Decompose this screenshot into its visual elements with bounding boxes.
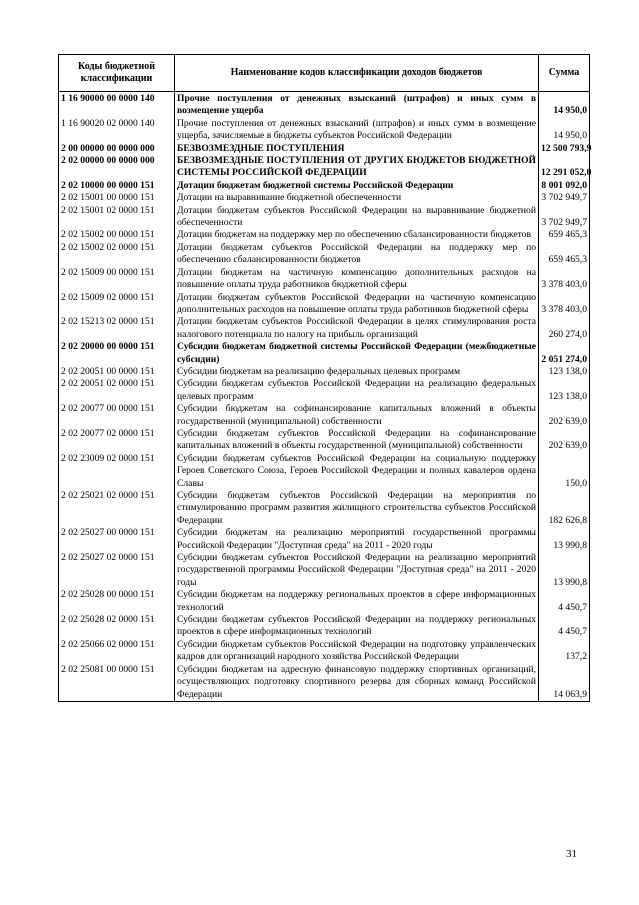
cell-code: 2 02 25021 02 0000 151: [59, 490, 175, 527]
cell-code: 2 02 23009 02 0000 151: [59, 453, 175, 490]
cell-sum: 3 702 949,7: [539, 192, 590, 204]
cell-code: 2 02 20051 00 0000 151: [59, 366, 175, 378]
table-row: [59, 403, 590, 428]
cell-name: Прочие поступления от денежных взысканий (штрафов) и иных сумм в возмещение ущерба, зачисляемые в бюджеты субъектов Российской Федерации: [175, 118, 539, 143]
table-row: [59, 453, 590, 490]
cell-name: Дотации бюджетам субъектов Российской Федерации на поддержку мер по обеспечению сбалансированности бюджетов: [175, 242, 539, 267]
table-row: [59, 589, 590, 614]
cell-sum: 4 450,7: [539, 589, 590, 614]
cell-name: Субсидии бюджетам субъектов Российской Федерации на социальную поддержку Героев Советского Союза, Героев Российской Федерации и полных кавалеров ордена Славы: [175, 453, 539, 490]
cell-name: Дотации на выравнивание бюджетной обеспеченности: [175, 192, 539, 204]
cell-sum: 202 639,0: [539, 403, 590, 428]
cell-name: Дотации бюджетам на поддержку мер по обеспечению сбалансированности бюджетов: [175, 229, 539, 241]
cell-sum: 202 639,0: [539, 428, 590, 453]
cell-name: Субсидии бюджетам на реализацию федеральных целевых программ: [175, 366, 539, 378]
cell-sum: 14 950,0: [539, 118, 590, 143]
cell-sum: 8 001 092,0: [539, 180, 590, 192]
table-body: [59, 92, 590, 702]
cell-sum: 12 291 052,0: [539, 155, 590, 180]
table-row: [59, 341, 590, 366]
cell-name: Прочие поступления от денежных взысканий (штрафов) и иных сумм в возмещение ущерба: [175, 92, 539, 118]
cell-sum: 12 500 793,9: [539, 143, 590, 155]
table-row: [59, 92, 590, 118]
table-row: [59, 267, 590, 292]
document-page: [58, 54, 592, 702]
cell-code: 2 02 15001 02 0000 151: [59, 205, 175, 230]
cell-sum: 4 450,7: [539, 614, 590, 639]
table-row: [59, 490, 590, 527]
cell-code: 2 02 15002 00 0000 151: [59, 229, 175, 241]
cell-name: Субсидии бюджетам субъектов Российской Федерации на софинансирование капитальных вложений в объекты государственной (муниципальной) собственности: [175, 428, 539, 453]
cell-name: Субсидии бюджетам субъектов Российской Федерации на мероприятия по стимулированию программ развития жилищного строительства субъектов Российской Федерации: [175, 490, 539, 527]
cell-code: 1 16 90000 00 0000 140: [59, 92, 175, 118]
cell-name: Субсидии бюджетам на софинансирование капитальных вложений в объекты государственной (муниципальной) собственности: [175, 403, 539, 428]
cell-code: 2 02 15009 00 0000 151: [59, 267, 175, 292]
cell-name: Субсидии бюджетам субъектов Российской Федерации на поддержку региональных проектов в сфере информационных технологий: [175, 614, 539, 639]
cell-code: 2 02 15002 02 0000 151: [59, 242, 175, 267]
table-row: [59, 378, 590, 403]
header-code: Коды бюджетной классификации: [59, 55, 175, 92]
cell-code: 2 02 00000 00 0000 000: [59, 155, 175, 180]
cell-name: Субсидии бюджетам субъектов Российской Федерации на подготовку управленческих кадров для организаций народного хозяйства Российской Федерации: [175, 639, 539, 664]
cell-sum: 3 378 403,0: [539, 267, 590, 292]
cell-sum: 150,0: [539, 453, 590, 490]
table-row: [59, 180, 590, 192]
page-number: 31: [566, 848, 577, 860]
table-row: [59, 552, 590, 589]
cell-sum: 123 138,0: [539, 366, 590, 378]
cell-sum: 260 274,0: [539, 316, 590, 341]
table-row: [59, 527, 590, 552]
cell-sum: 14 950,0: [539, 92, 590, 118]
table-row: [59, 155, 590, 180]
cell-sum: 182 626,8: [539, 490, 590, 527]
cell-code: 2 02 15213 02 0000 151: [59, 316, 175, 341]
cell-code: 2 02 20000 00 0000 151: [59, 341, 175, 366]
cell-code: 2 02 15001 00 0000 151: [59, 192, 175, 204]
table-row: [59, 639, 590, 664]
table-row: [59, 428, 590, 453]
cell-code: 2 02 25027 02 0000 151: [59, 552, 175, 589]
table-row: [59, 366, 590, 378]
cell-code: 2 02 10000 00 0000 151: [59, 180, 175, 192]
cell-sum: 14 063,9: [539, 664, 590, 702]
cell-code: 2 02 25028 02 0000 151: [59, 614, 175, 639]
cell-name: Дотации бюджетам бюджетной системы Российской Федерации: [175, 180, 539, 192]
cell-sum: 659 465,3: [539, 229, 590, 241]
table-row: [59, 316, 590, 341]
table-row: [59, 205, 590, 230]
table-row: [59, 664, 590, 702]
table-row: [59, 118, 590, 143]
cell-name: Дотации бюджетам субъектов Российской Федерации на частичную компенсацию дополнительных расходов на повышение оплаты труда работников бюджетной сферы: [175, 292, 539, 317]
table-header-row: [59, 55, 590, 92]
cell-sum: 3 702 949,7: [539, 205, 590, 230]
cell-name: Субсидии бюджетам на адресную финансовую поддержку спортивных организаций, осуществляющих подготовку спортивного резерва для сборных команд Российской Федерации: [175, 664, 539, 702]
cell-sum: 13 990,8: [539, 552, 590, 589]
cell-sum: 2 051 274,0: [539, 341, 590, 366]
cell-code: 1 16 90020 02 0000 140: [59, 118, 175, 143]
header-sum: Сумма: [539, 55, 590, 92]
cell-sum: 13 990,8: [539, 527, 590, 552]
table-row: [59, 614, 590, 639]
cell-name: БЕЗВОЗМЕЗДНЫЕ ПОСТУПЛЕНИЯ ОТ ДРУГИХ БЮДЖЕТОВ БЮДЖЕТНОЙ СИСТЕМЫ РОССИЙСКОЙ ФЕДЕРАЦИИ: [175, 155, 539, 180]
revenue-table: [58, 54, 590, 702]
cell-code: 2 02 20051 02 0000 151: [59, 378, 175, 403]
cell-code: 2 02 25066 02 0000 151: [59, 639, 175, 664]
table-row: [59, 292, 590, 317]
cell-sum: 3 378 403,0: [539, 292, 590, 317]
cell-sum: 123 138,0: [539, 378, 590, 403]
table-row: [59, 229, 590, 241]
cell-sum: 137,2: [539, 639, 590, 664]
cell-name: Субсидии бюджетам на реализацию мероприятий государственной программы Российской Федерации "Доступная среда" на 2011 - 2020 годы: [175, 527, 539, 552]
cell-name: Субсидии бюджетам субъектов Российской Федерации на реализацию мероприятий государственной программы Российской Федерации "Доступная среда" на 2011 - 2020 годы: [175, 552, 539, 589]
cell-code: 2 02 20077 02 0000 151: [59, 428, 175, 453]
cell-name: Субсидии бюджетам субъектов Российской Федерации на реализацию федеральных целевых программ: [175, 378, 539, 403]
cell-name: БЕЗВОЗМЕЗДНЫЕ ПОСТУПЛЕНИЯ: [175, 143, 539, 155]
table-row: [59, 143, 590, 155]
table-row: [59, 192, 590, 204]
cell-code: 2 02 25081 00 0000 151: [59, 664, 175, 702]
cell-sum: 659 465,3: [539, 242, 590, 267]
cell-code: 2 02 25028 00 0000 151: [59, 589, 175, 614]
table-row: [59, 242, 590, 267]
cell-name: Дотации бюджетам субъектов Российской Федерации на выравнивание бюджетной обеспеченности: [175, 205, 539, 230]
cell-name: Дотации бюджетам субъектов Российской Федерации в целях стимулирования роста налогового потенциала по налогу на прибыль организаций: [175, 316, 539, 341]
cell-code: 2 02 20077 00 0000 151: [59, 403, 175, 428]
cell-name: Дотации бюджетам на частичную компенсацию дополнительных расходов на повышение оплаты труда работников бюджетной сферы: [175, 267, 539, 292]
cell-code: 2 02 25027 00 0000 151: [59, 527, 175, 552]
cell-name: Субсидии бюджетам бюджетной системы Российской Федерации (межбюджетные субсидии): [175, 341, 539, 366]
cell-code: 2 00 00000 00 0000 000: [59, 143, 175, 155]
header-name: Наименование кодов классификации доходов бюджетов: [175, 55, 539, 92]
cell-name: Субсидии бюджетам на поддержку региональных проектов в сфере информационных технологий: [175, 589, 539, 614]
cell-code: 2 02 15009 02 0000 151: [59, 292, 175, 317]
